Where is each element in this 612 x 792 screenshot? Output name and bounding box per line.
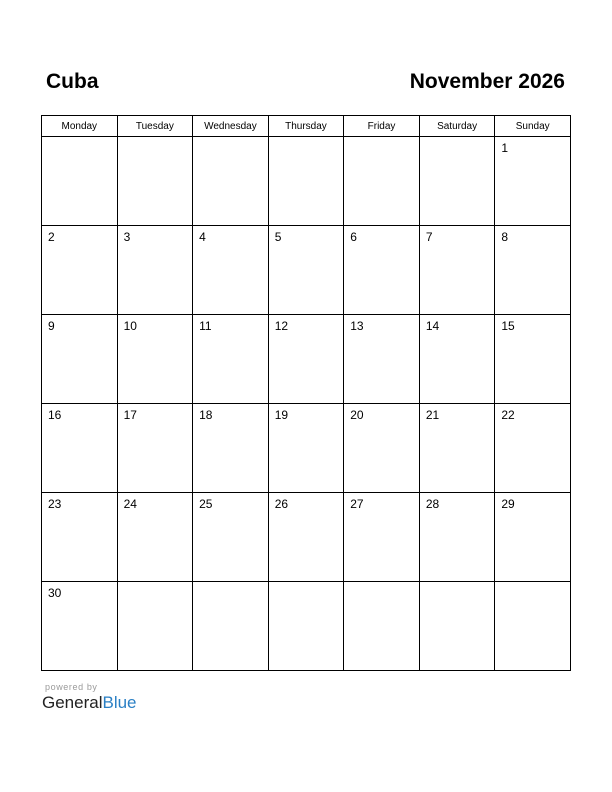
day-number	[193, 582, 268, 586]
day-number: 30	[48, 586, 62, 600]
day-cell	[419, 315, 495, 404]
day-cell	[117, 582, 193, 671]
weekday-friday: Friday	[344, 116, 420, 137]
calendar-grid	[41, 115, 571, 671]
day-cell	[344, 404, 420, 493]
weekday-sunday: Sunday	[495, 116, 571, 137]
day-cell	[42, 137, 118, 226]
week-row	[42, 315, 571, 404]
day-number: 3	[123, 230, 131, 244]
day-cell	[268, 226, 344, 315]
day-cell	[42, 582, 118, 671]
day-cell	[419, 226, 495, 315]
brand-blue: Blue	[102, 693, 137, 712]
day-cell	[42, 493, 118, 582]
day-number	[344, 582, 419, 586]
day-cell	[193, 137, 269, 226]
day-cell	[193, 404, 269, 493]
day-number	[495, 582, 570, 586]
day-cell	[268, 315, 344, 404]
day-number: 19	[274, 408, 289, 422]
day-number: 6	[350, 230, 357, 244]
day-number: 5	[274, 230, 282, 244]
day-cell	[344, 137, 420, 226]
day-number: 8	[501, 230, 509, 244]
day-cell	[193, 582, 269, 671]
week-row	[42, 493, 571, 582]
day-number: 11	[199, 319, 212, 333]
weekday-monday: Monday	[42, 116, 118, 137]
day-cell	[495, 404, 571, 493]
day-cell	[268, 582, 344, 671]
day-cell	[42, 226, 118, 315]
day-cell	[117, 226, 193, 315]
day-number	[269, 137, 344, 141]
weekday-wednesday: Wednesday	[193, 116, 269, 137]
day-number: 14	[425, 319, 440, 333]
weekday-tuesday: Tuesday	[117, 116, 193, 137]
day-cell	[42, 404, 118, 493]
day-cell	[268, 404, 344, 493]
day-number: 29	[501, 497, 515, 511]
day-number: 16	[48, 408, 62, 422]
day-cell	[117, 137, 193, 226]
day-cell	[268, 493, 344, 582]
day-number: 25	[199, 497, 213, 511]
day-cell	[344, 226, 420, 315]
brand-general: General	[42, 693, 103, 712]
day-number: 28	[425, 497, 440, 511]
day-number	[118, 582, 193, 586]
week-row	[42, 137, 571, 226]
day-cell	[419, 137, 495, 226]
day-number: 15	[501, 319, 515, 333]
day-number: 4	[199, 230, 206, 244]
day-number: 21	[425, 408, 440, 422]
day-number: 27	[350, 497, 364, 511]
day-cell	[495, 582, 571, 671]
day-cell	[344, 493, 420, 582]
day-cell	[495, 226, 571, 315]
day-number: 13	[350, 319, 364, 333]
powered-by-label: powered by	[45, 682, 98, 692]
day-cell	[117, 404, 193, 493]
day-number: 2	[48, 230, 55, 244]
day-cell	[193, 493, 269, 582]
weekday-saturday: Saturday	[419, 116, 495, 137]
day-cell	[495, 137, 571, 226]
week-row	[42, 404, 571, 493]
day-number: 24	[123, 497, 137, 511]
day-number: 26	[274, 497, 289, 511]
day-number: 20	[350, 408, 364, 422]
day-cell	[419, 404, 495, 493]
day-number	[42, 137, 117, 141]
day-cell	[419, 493, 495, 582]
day-cell	[495, 315, 571, 404]
weekday-header-row	[42, 116, 571, 137]
day-cell	[193, 226, 269, 315]
day-cell	[42, 315, 118, 404]
generalblue-logo	[42, 693, 137, 713]
day-number	[193, 137, 268, 141]
day-cell	[344, 315, 420, 404]
day-number: 9	[48, 319, 55, 333]
weekday-thursday: Thursday	[268, 116, 344, 137]
day-number: 1	[501, 141, 509, 155]
country-title: Cuba	[46, 70, 99, 93]
week-row	[42, 582, 571, 671]
day-cell	[344, 582, 420, 671]
day-cell	[117, 493, 193, 582]
day-number: 17	[123, 408, 137, 422]
day-cell	[419, 582, 495, 671]
day-number: 23	[48, 497, 62, 511]
day-number	[420, 582, 495, 586]
day-number	[118, 137, 193, 141]
day-number: 7	[425, 230, 433, 244]
day-number	[269, 582, 344, 586]
day-number: 22	[501, 408, 515, 422]
day-number: 10	[123, 319, 137, 333]
week-row	[42, 226, 571, 315]
day-cell	[495, 493, 571, 582]
day-cell	[268, 137, 344, 226]
day-number	[344, 137, 419, 141]
day-cell	[117, 315, 193, 404]
day-number	[420, 137, 495, 141]
month-year-title: November 2026	[409, 70, 565, 93]
day-number: 12	[274, 319, 289, 333]
day-number: 18	[199, 408, 213, 422]
day-cell	[193, 315, 269, 404]
